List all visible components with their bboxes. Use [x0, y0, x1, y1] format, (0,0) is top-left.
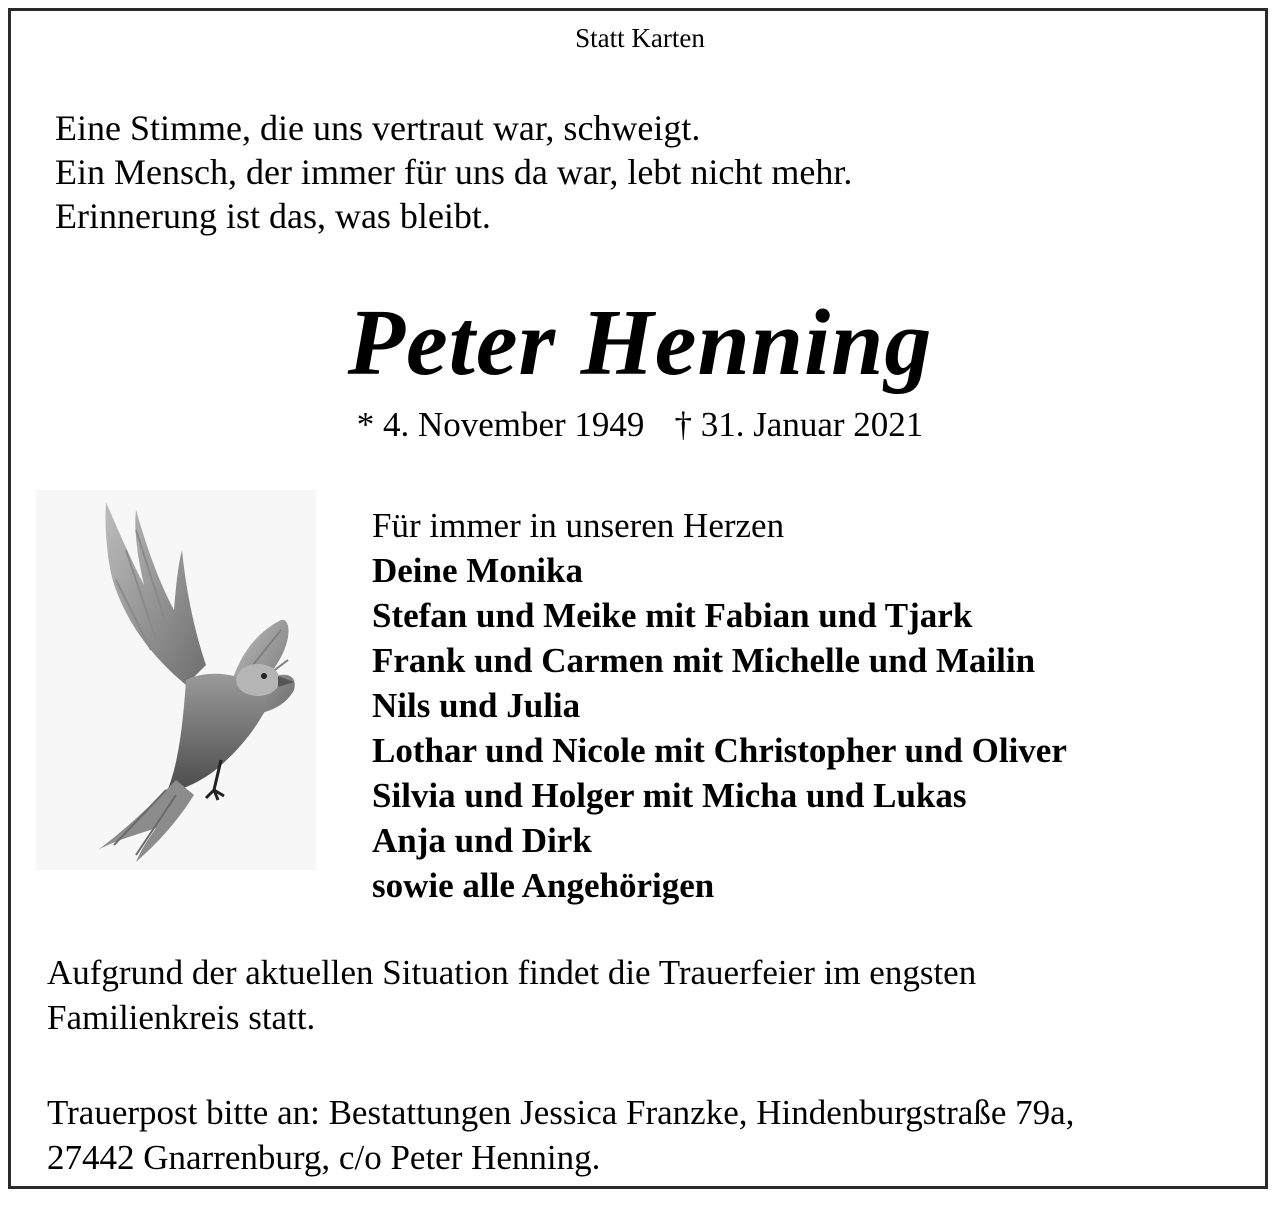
mourner-entry: Stefan und Meike mit Fabian und Tjark: [372, 596, 973, 635]
note-line: Familienkreis statt.: [47, 998, 316, 1037]
mourner-entry: sowie alle Angehörigen: [372, 866, 715, 905]
life-dates: [0, 404, 1280, 446]
mourner-entry: Lothar und Nicole mit Christopher und Oliver: [372, 731, 1067, 770]
mourner-entry: Frank und Carmen mit Michelle und Mailin: [372, 641, 1036, 680]
note-line: Aufgrund der aktuellen Situation findet die Trauerfeier im engsten: [47, 953, 977, 992]
poem: [55, 106, 852, 238]
dove-icon: [36, 490, 316, 870]
address-line: 27442 Gnarrenburg, c/o Peter Henning.: [47, 1138, 601, 1177]
mourner-entry: Nils und Julia: [372, 686, 581, 725]
address-line: Trauerpost bitte an: Bestattungen Jessica Franzke, Hindenburgstraße 79a,: [47, 1093, 1075, 1132]
birth-date: * 4. November 1949: [356, 405, 645, 444]
mourner-entry: Anja und Dirk: [372, 821, 592, 860]
funeral-note: [47, 950, 976, 1040]
poem-line: Eine Stimme, die uns vertraut war, schweigt.: [55, 108, 701, 148]
death-date: † 31. Januar 2021: [674, 405, 924, 444]
header-statt-karten: Statt Karten: [575, 23, 705, 53]
mourners-intro: Für immer in unseren Herzen: [372, 506, 785, 545]
mourners-list: [372, 503, 1067, 908]
mourner-entry: Silvia und Holger mit Micha und Lukas: [372, 776, 967, 815]
mourner-entry: Deine Monika: [372, 551, 583, 590]
poem-line: Erinnerung ist das, was bleibt.: [55, 196, 491, 236]
poem-line: Ein Mensch, der immer für uns da war, lebt nicht mehr.: [55, 152, 853, 192]
deceased-name: Peter Henning: [347, 291, 933, 395]
condolence-address: [47, 1090, 1074, 1180]
